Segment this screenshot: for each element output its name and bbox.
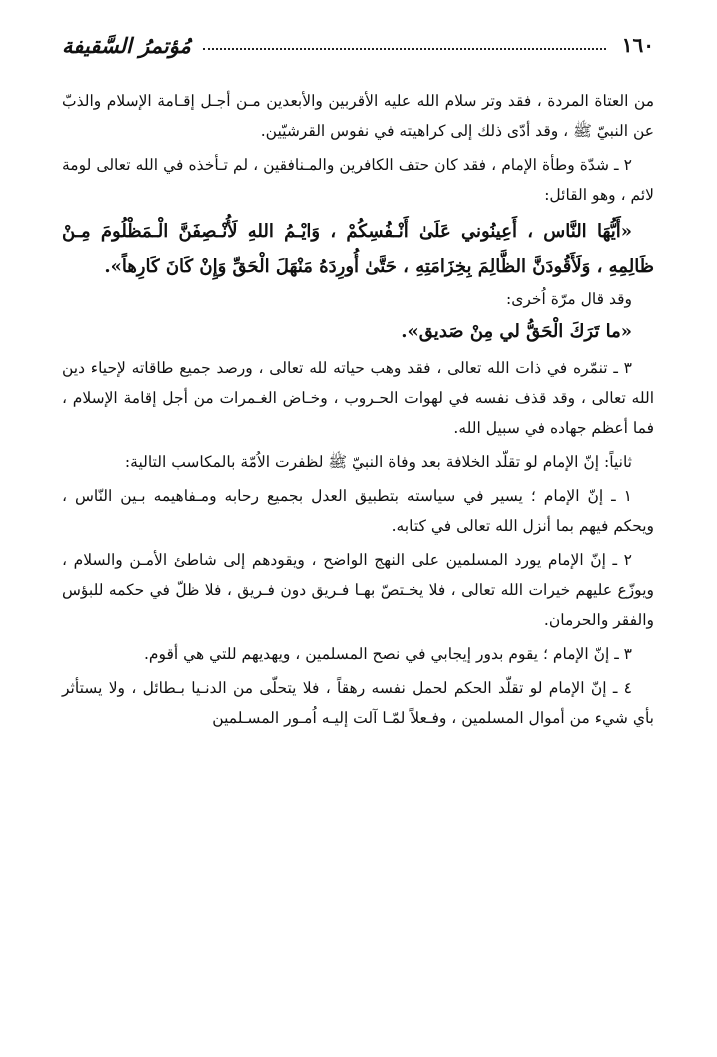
paragraph-intro-quote-2: وقد قال مرّة اُخرى: <box>506 290 632 308</box>
paragraph-point-3: ٣ ـ تنمّره في ذات الله تعالى ، فقد وهب حياته لله تعالى ، ورصد جميع طاقاته لإحياء دين الله تعالى ، وقد قذف نفسه في لهوات الحـروب ، وخـاض الغـمرات من أجل إقامة الإسلام ، فما أعظم جهاده في سبيل الله. <box>62 359 654 437</box>
paragraph-gain-4: ٤ ـ إنّ الإمام لو تقلّد الحكم لحمل نفسه رهقاً ، فلا يتحلّى من الدنـيا بـطائل ، ولا يستأثر بأي شيء من أموال المسلمين ، وفـعلاً لمّـا آلت إليـه اُمـور المسـلمين <box>62 679 654 727</box>
section-heading-secondly: ثانياً: إنّ الإمام لو تقلّد الخلافة بعد وفاة النبيّ ﷺ لظفرت الاُمّة بالمكاسب التالية: <box>124 453 632 471</box>
paragraph-gain-3: ٣ ـ إنّ الإمام ؛ يقوم بدور إيجابي في نصح المسلمين ، ويهديهم للتي هي أقوم. <box>143 645 632 663</box>
page-body <box>62 86 654 733</box>
paragraph-gain-2: ٢ ـ إنّ الإمام يورد المسلمين على النهج الواضح ، ويقودهم إلى شاطئ الأمـن والسلام ، ويوزّع عليهم خيرات الله تعالى ، فلا يخـتصّ بهـا فـريق دون فـريق ، فلا ظلّ في حكمه للبؤس والفقر والحرمان. <box>62 551 654 629</box>
quote-imam-2: «ما تَرَكَ الْحَقُّ لي مِنْ صَديق». <box>401 321 632 342</box>
page-number: ١٦٠ <box>621 33 654 57</box>
paragraph-gain-1: ١ ـ إنّ الإمام ؛ يسير في سياسته بتطبيق العدل بجميع رحابه ومـفاهيمه بـين النّاس ، ويحكم فيهم بما أنزل الله تعالى في كتابه. <box>62 487 654 535</box>
header-dotted-leader <box>203 48 606 50</box>
paragraph-continuation: من العتاة المردة ، فقد وتر سلام الله عليه الأقربين والأبعدين مـن أجـل إقـامة الإسلام والذبّ عن النبيّ ﷺ ، وقد أدّى ذلك إلى كراهيته في نفوس القرشيّين. <box>62 92 654 140</box>
paragraph-point-2: ٢ ـ شدّة وطأة الإمام ، فقد كان حتف الكافرين والمـنافقين ، لم تـأخذه في الله تعالى لومة لائم ، وهو القائل: <box>62 156 654 204</box>
page-header <box>62 28 654 62</box>
book-title: مُؤتمرُ السَّقيفة <box>62 32 191 58</box>
quote-imam-1: «أَيُّهَا النَّاس ، أَعِينُوني عَلَىٰ أَنْـفُسِكُمْ ، وَايْـمُ اللهِ لَأُنْـصِفَنَّ الْـمَظْلُومَ مِـنْ ظَالِمِهِ ، وَلَأَقُودَنَّ الظَّالِمَ بِخِزَامَتِهِ ، حَتَّىٰ أُورِدَهُ مَنْهَلَ الْحَقِّ وَإِنْ كَانَ كَارِهاً». <box>62 221 654 277</box>
